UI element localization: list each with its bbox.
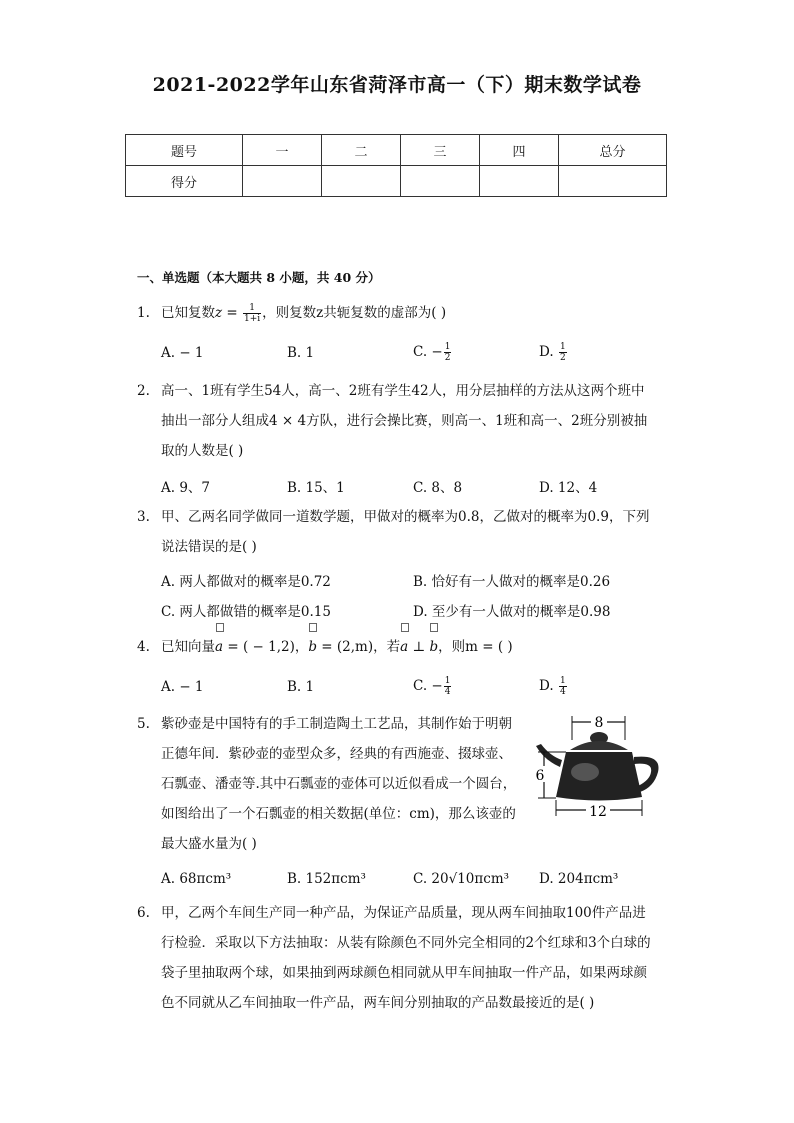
score-cell: [401, 166, 480, 197]
question-line: 石瓢壶、潘壶等.其中石瓢壶的壶体可以近似看成一个圆台，: [161, 776, 517, 792]
header-cell: 二: [322, 135, 401, 166]
option-c: [413, 342, 452, 363]
teapot-highlight: [571, 763, 599, 781]
question-line: 最大盛水量为( ): [161, 836, 257, 852]
teapot-lid: [570, 741, 628, 750]
teapot-spout: [536, 744, 562, 767]
row-label: 得分: [126, 166, 243, 197]
vector-a: [215, 632, 223, 662]
header-cell: 四: [480, 135, 559, 166]
question-text: ，则复数z共轭复数的虚部为( ): [262, 305, 447, 321]
perp-symbol: ⊥: [408, 639, 430, 655]
option-d: D. 204πcm³: [539, 871, 619, 887]
option-label: C. −: [413, 344, 443, 360]
score-table-header-row: [126, 135, 667, 166]
option-label: D.: [539, 678, 558, 694]
question-text: ，则m = ( ): [438, 639, 513, 655]
option-c: C. 两人都做错的概率是0.15: [161, 604, 331, 620]
question-line: 色不同就从乙车间抽取一件产品，两车间分别抽取的产品数最接近的是( ): [161, 995, 595, 1011]
header-cell: 总分: [559, 135, 667, 166]
question-line: 如图给出了一个石瓢壶的相关数据(单位：cm)，那么该壶的: [161, 806, 516, 822]
fraction: [444, 676, 452, 697]
vector-arrow-icon: [216, 623, 224, 632]
numerator: 1: [559, 342, 566, 352]
question-6: [137, 898, 667, 1018]
question-number: 5.: [137, 716, 150, 732]
teapot-body: [556, 752, 642, 801]
score-cell: [243, 166, 322, 197]
option-d: [539, 676, 568, 697]
question-4: [137, 632, 657, 662]
vector-a: [400, 632, 408, 662]
question-text: = (2,m)，若: [317, 639, 401, 655]
denominator: 4: [559, 687, 566, 697]
header-cell: 题号: [126, 135, 243, 166]
question-line: 甲、乙两名同学做同一道数学题，甲做对的概率为0.8，乙做对的概率为0.9，下列: [161, 509, 650, 525]
option-a: A. 9、7: [161, 480, 211, 496]
header-cell: 三: [401, 135, 480, 166]
option-c: C. 8、8: [413, 480, 463, 496]
denominator: 2: [444, 353, 451, 363]
question-line: 正德年间．紫砂壶的壶型众多，经典的有西施壶、掇球壶、: [161, 746, 512, 762]
denominator: 4: [444, 687, 451, 697]
dimension-bottom-label: 12: [589, 804, 607, 820]
question-text: 已知向量: [161, 639, 215, 655]
vector-letter: a: [400, 639, 409, 655]
vector-arrow-icon: [309, 623, 317, 632]
option-a: A. 68πcm³: [161, 871, 232, 887]
question-line: 甲，乙两个车间生产同一种产品，为保证产品质量，现从两车间抽取100件产品进: [161, 905, 646, 921]
section-heading: 一、单选题（本大题共 8 小题，共 40 分）: [137, 270, 381, 285]
question-line: 高一、1班有学生54人，高一、2班有学生42人，用分层抽样的方法从这两个班中: [161, 383, 645, 399]
vector-arrow-icon: [401, 623, 409, 632]
option-b: B. 152πcm³: [287, 871, 366, 887]
option-c: C. 20√10πcm³: [413, 871, 510, 887]
option-a: A. − 1: [161, 679, 204, 695]
score-cell: [322, 166, 401, 197]
vector-b: [429, 632, 438, 662]
option-a: A. 两人都做对的概率是0.72: [161, 574, 331, 590]
fraction: [444, 342, 452, 363]
numerator: 1: [444, 676, 451, 686]
question-line: 取的人数是( ): [161, 443, 244, 459]
question-text: 已知复数: [161, 305, 215, 321]
vector-arrow-icon: [430, 623, 438, 632]
score-table: [125, 134, 667, 197]
fraction: [559, 342, 567, 363]
score-table-score-row: [126, 166, 667, 197]
question-number: 2.: [137, 383, 150, 399]
dimension-top-label: 8: [594, 715, 604, 731]
numerator: 1: [559, 676, 566, 686]
fraction: [243, 303, 261, 324]
option-b: B. 1: [287, 345, 315, 361]
question-line: 行检验．采取以下方法抽取：从装有除颜色不同外完全相同的2个红球和3个白球的: [161, 935, 651, 951]
question-line: 袋子里抽取两个球，如果抽到两球颜色相同就从甲车间抽取一件产品，如果两球颜: [161, 965, 647, 981]
question-number: 1.: [137, 305, 150, 321]
option-label: D.: [539, 344, 558, 360]
question-line: 说法错误的是( ): [161, 539, 257, 555]
question-text: = ( − 1,2)，: [223, 639, 309, 655]
score-cell: [480, 166, 559, 197]
question-5: [137, 709, 537, 859]
denominator: 2: [559, 353, 566, 363]
question-3: [137, 502, 667, 562]
page-title: 2021-2022学年山东省菏泽市高一（下）期末数学试卷: [152, 74, 642, 96]
option-b: B. 15、1: [287, 480, 345, 496]
vector-letter: b: [429, 639, 439, 655]
option-d: D. 至少有一人做对的概率是0.98: [413, 604, 611, 620]
numerator: 1: [444, 342, 451, 352]
question-2: [137, 376, 667, 466]
fraction: [559, 676, 567, 697]
numerator: 1: [243, 303, 261, 314]
question-line: 紫砂壶是中国特有的手工制造陶土工艺品，其制作始于明朝: [161, 716, 512, 732]
score-cell: [559, 166, 667, 197]
option-label: C. −: [413, 678, 443, 694]
header-cell: 一: [243, 135, 322, 166]
option-b: B. 恰好有一人做对的概率是0.26: [413, 574, 611, 590]
vector-letter: b: [308, 639, 318, 655]
option-c: [413, 676, 452, 697]
option-d: D. 12、4: [539, 480, 598, 496]
vector-b: [308, 632, 317, 662]
vector-letter: a: [215, 639, 224, 655]
math-z: z =: [215, 305, 238, 321]
question-line: 抽出一部分人组成4 × 4方队，进行会操比赛，则高一、1班和高一、2班分别被抽: [161, 413, 648, 429]
denominator: 1+i: [244, 314, 261, 324]
option-d: [539, 342, 568, 363]
option-b: B. 1: [287, 679, 315, 695]
question-1: [137, 298, 657, 328]
question-number: 6.: [137, 905, 150, 921]
question-number: 3.: [137, 509, 150, 525]
question-number: 4.: [137, 639, 150, 655]
option-a: A. − 1: [161, 345, 204, 361]
dimension-left-label: 6: [535, 768, 545, 784]
teapot-figure: [530, 712, 670, 824]
